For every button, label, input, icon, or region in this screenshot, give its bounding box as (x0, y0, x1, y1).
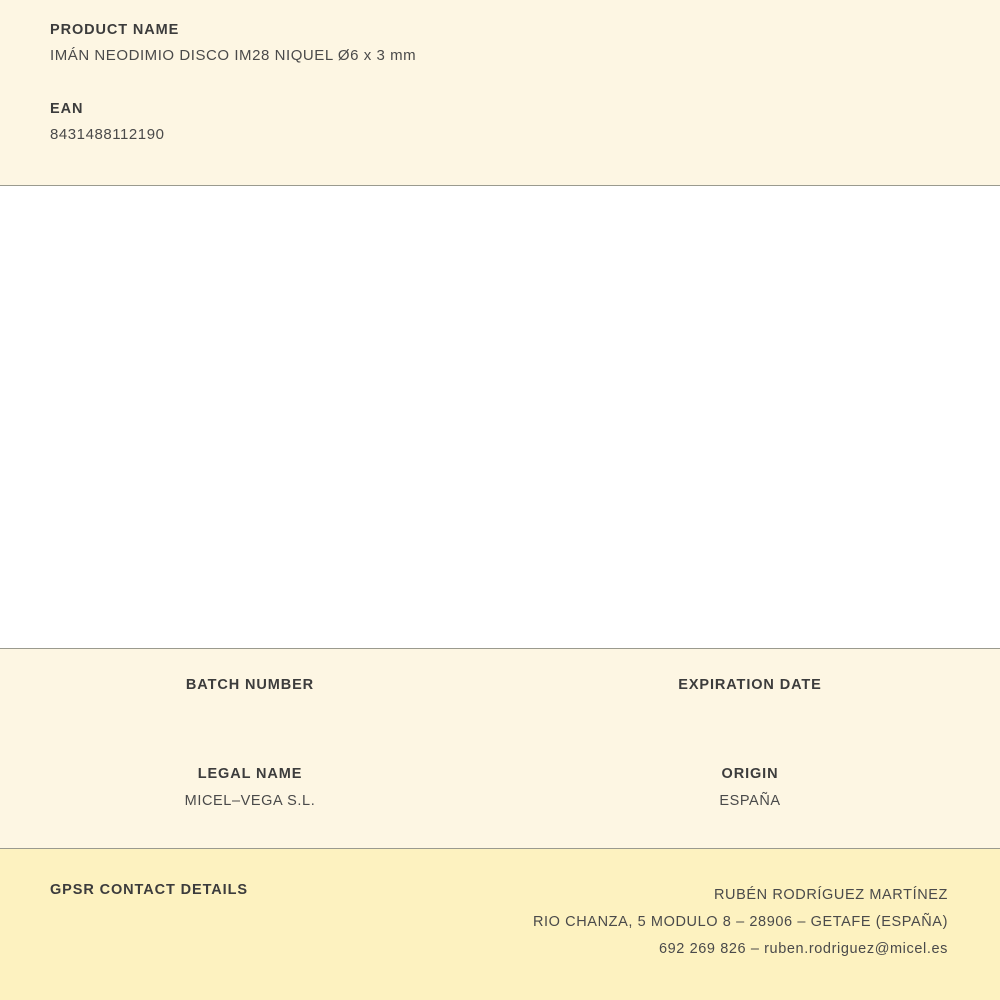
ean-value: 8431488112190 (50, 126, 165, 143)
gpsr-contact-details (533, 882, 948, 963)
product-info-section (0, 0, 1000, 186)
legal-name-value: MICEL–VEGA S.L. (184, 793, 316, 809)
product-name-group (50, 22, 950, 64)
legal-name-label: LEGAL NAME (197, 766, 303, 782)
gpsr-contact-address: RIO CHANZA, 5 MODULO 8 – 28906 – GETAFE (ESPAÑA) (532, 914, 948, 930)
origin-cell (500, 766, 1000, 809)
origin-label: ORIGIN (721, 766, 779, 782)
batch-expiration-row (0, 677, 1000, 704)
product-name-value: IMÁN NEODIMIO DISCO IM28 NIQUEL Ø6 x 3 mm (50, 47, 417, 64)
batch-number-cell (0, 677, 500, 704)
batch-legal-section (0, 649, 1000, 849)
ean-group (50, 101, 950, 143)
blank-content-area (0, 186, 1000, 649)
expiration-date-cell (500, 677, 1000, 704)
legal-origin-row (0, 766, 1000, 809)
ean-label: EAN (50, 101, 84, 117)
expiration-date-label: EXPIRATION DATE (678, 677, 822, 693)
gpsr-contact-section (0, 849, 1000, 1000)
origin-value: ESPAÑA (719, 793, 781, 809)
product-name-label: PRODUCT NAME (50, 22, 180, 38)
gpsr-contact-phone-email: 692 269 826 – ruben.rodriguez@micel.es (658, 941, 948, 957)
gpsr-contact-label: GPSR CONTACT DETAILS (50, 882, 248, 898)
gpsr-contact-name: RUBÉN RODRÍGUEZ MARTÍNEZ (713, 887, 948, 903)
batch-number-label: BATCH NUMBER (185, 677, 315, 693)
legal-name-cell (0, 766, 500, 809)
